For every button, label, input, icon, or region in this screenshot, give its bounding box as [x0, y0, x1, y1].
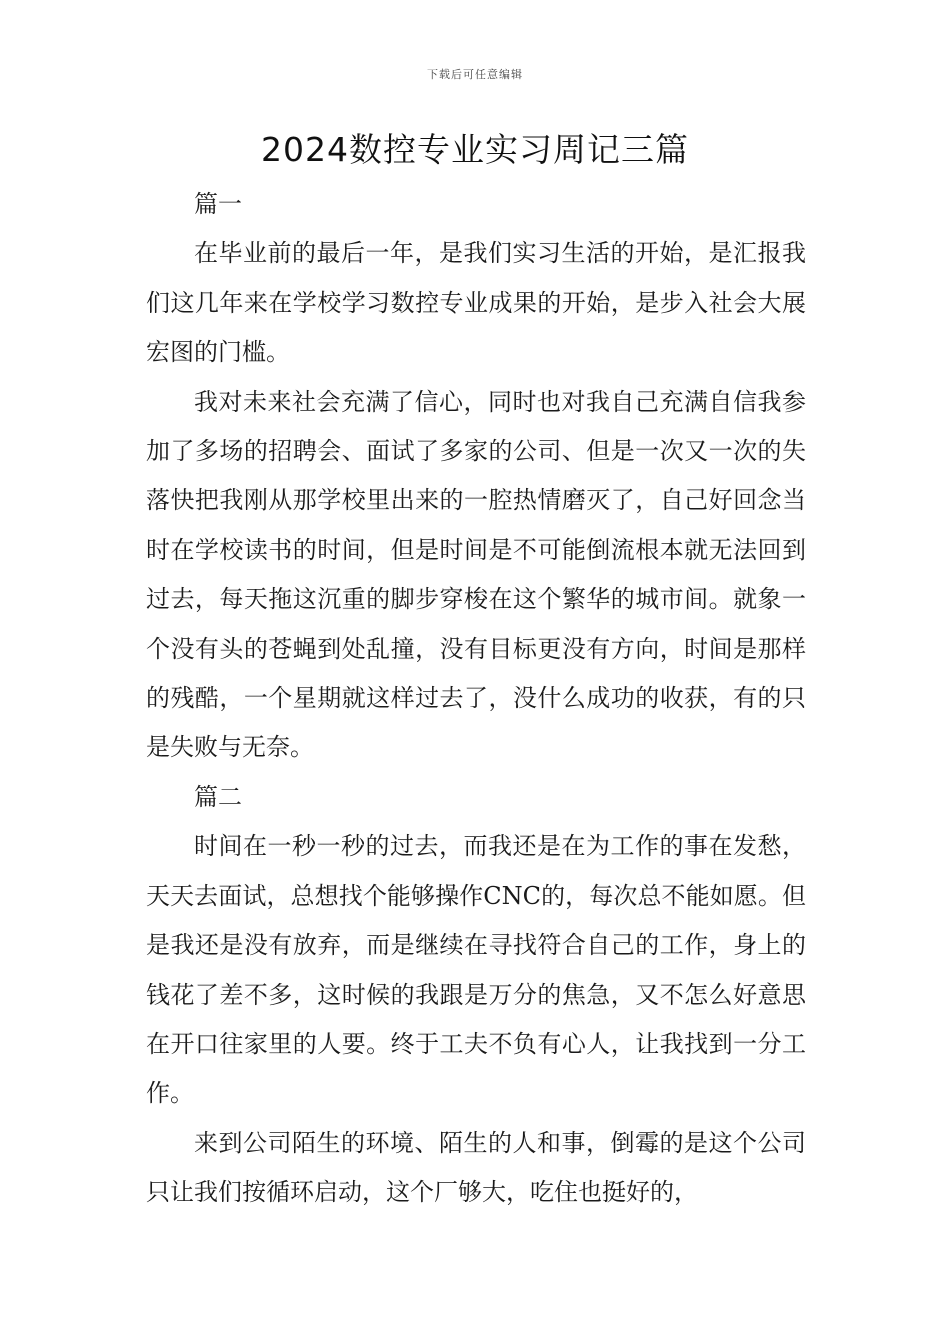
paragraph: 来到公司陌生的环境、陌生的人和事，倒霉的是这个公司只让我们按循环启动，这个厂够大，吃住也挺好的，	[146, 1128, 806, 1207]
section-heading: 篇二	[194, 782, 242, 811]
document-title: 2024数控专业实习周记三篇	[261, 130, 689, 169]
header-note: 下载后可任意编辑	[427, 68, 523, 81]
document-body	[146, 180, 806, 1218]
paragraph: 时间在一秒一秒的过去，而我还是在为工作的事在发愁，天天去面试，总想找个能够操作CNC的，每次总不能如愿。但是我还是没有放弃，而是继续在寻找符合自己的工作，身上的钱花了差不多，这时候的我跟是万分的焦急，又不怎么好意思在开口往家里的人要。终于工夫不负有心人，让我找到一分工作。	[146, 832, 806, 1108]
section-heading: 篇一	[194, 190, 242, 218]
paragraph: 我对未来社会充满了信心，同时也对我自己充满自信我参加了多场的招聘会、面试了多家的公司、但是一次又一次的失落快把我刚从那学校里出来的一腔热情磨灭了，自己好回念当时在学校读书的时间，但是时间是不可能倒流根本就无法回到过去，每天拖这沉重的脚步穿梭在这个繁华的城市间。就象一个没有头的苍蝇到处乱撞，没有目标更没有方向，时间是那样的残酷，一个星期就这样过去了，没什么成功的收获，有的只是失败与无奈。	[146, 387, 806, 762]
paragraph: 在毕业前的最后一年，是我们实习生活的开始，是汇报我们这几年来在学校学习数控专业成果的开始，是步入社会大展宏图的门槛。	[146, 239, 806, 367]
